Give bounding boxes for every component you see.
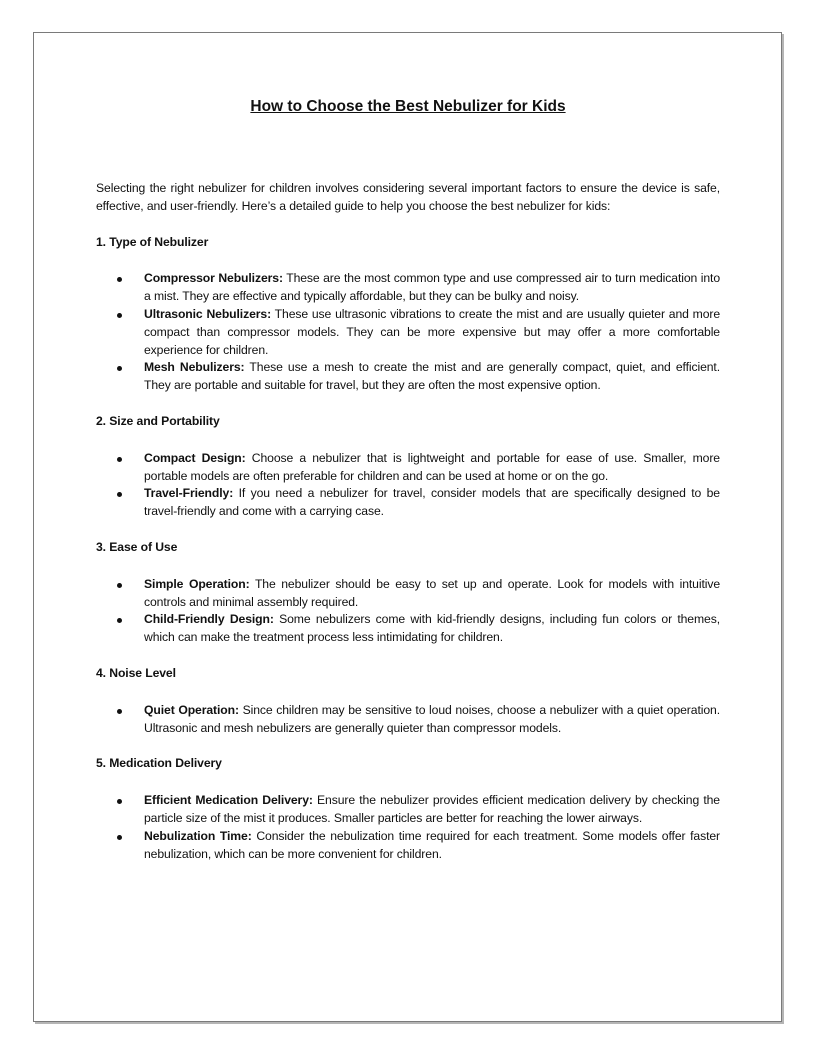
intro-paragraph: Selecting the right nebulizer for children involves considering several important factors to ensure the device is safe, effective, and user-friendly. Here’s a detailed guide to help you choose the best nebulizer for kids: [96,181,720,213]
section-heading-ease-of-use: 3. Ease of Use [96,539,178,554]
list-item [96,611,720,647]
bullet-list-medication-delivery [96,792,720,863]
bullet-list-noise-level [96,702,720,738]
list-item [96,450,720,486]
bullet-icon [117,277,122,282]
bullet-text: Ensure the nebulizer provides efficient medication delivery by checking the particle size of the mist it produces. Smaller particles are better for reaching the lower airways. [144,793,720,825]
bullet-term: Mesh Nebulizers: [144,360,245,375]
list-item [96,359,720,395]
list-item [96,270,720,306]
bullet-text: These are the most common type and use compressed air to turn medication into a mist. They are effective and typically affordable, but they can be bulky and noisy. [144,271,720,304]
list-item [96,828,720,864]
bullet-icon [117,366,122,371]
bullet-list-ease-of-use [96,576,720,647]
bullet-text: These use ultrasonic vibrations to create the mist and are usually quieter and more compact than compressor models. They can be more expensive but may offer a more comfortable experience for children. [144,306,721,357]
bullet-text: Consider the nebulization time required for each treatment. Some models offer faster nebulization, which can be more convenient for children. [144,828,720,861]
bullet-text: Some nebulizers come with kid-friendly designs, including fun colors or themes, which can make the treatment process less intimidating for children. [144,612,720,645]
bullet-icon [117,709,122,714]
document-title: How to Choose the Best Nebulizer for Kids [250,98,566,115]
bullet-icon [117,457,122,462]
list-item [96,576,720,612]
bullet-term: Child-Friendly Design: [144,612,274,627]
list-item [96,306,720,359]
bullet-icon [117,835,122,840]
section-heading-size-and-portability: 2. Size and Portability [96,413,220,428]
bullet-term: Compressor Nebulizers: [144,271,283,286]
bullet-text: Choose a nebulizer that is lightweight and portable for ease of use. Smaller, more portable models are often preferable for children and can be used at home or on the go. [144,450,720,483]
bullet-term: Simple Operation: [144,576,250,591]
bullet-term: Compact Design: [144,450,246,465]
bullet-list-type-of-nebulizer [96,270,720,395]
bullet-text: If you need a nebulizer for travel, consider models that are specifically designed to be travel-friendly and come with a carrying case. [144,486,720,519]
list-item [96,702,720,738]
bullet-icon [117,799,122,804]
bullet-term: Quiet Operation: [144,702,239,717]
bullet-icon [117,492,122,497]
document-body [96,180,720,881]
bullet-text: The nebulizer should be easy to set up and operate. Look for models with intuitive controls and minimal assembly required. [144,576,721,609]
bullet-icon [117,583,122,588]
bullet-term: Travel-Friendly: [144,486,234,501]
list-item [96,485,720,521]
bullet-term: Efficient Medication Delivery: [144,793,313,808]
bullet-text: Since children may be sensitive to loud noises, choose a nebulizer with a quiet operation. Ultrasonic and mesh nebulizers are generally quieter than compressor models. [144,702,720,735]
section-heading-medication-delivery: 5. Medication Delivery [96,756,222,771]
bullet-text: These use a mesh to create the mist and are generally compact, quiet, and efficient. They are portable and suitable for travel, but they are often the most expensive option. [144,360,720,393]
bullet-list-size-and-portability [96,450,720,521]
bullet-term: Ultrasonic Nebulizers: [144,306,272,321]
bullet-icon [117,618,122,623]
section-heading-noise-level: 4. Noise Level [96,665,176,680]
section-heading-type-of-nebulizer: 1. Type of Nebulizer [96,234,209,249]
bullet-term: Nebulization Time: [144,828,252,843]
list-item [96,792,720,828]
bullet-icon [117,313,122,318]
